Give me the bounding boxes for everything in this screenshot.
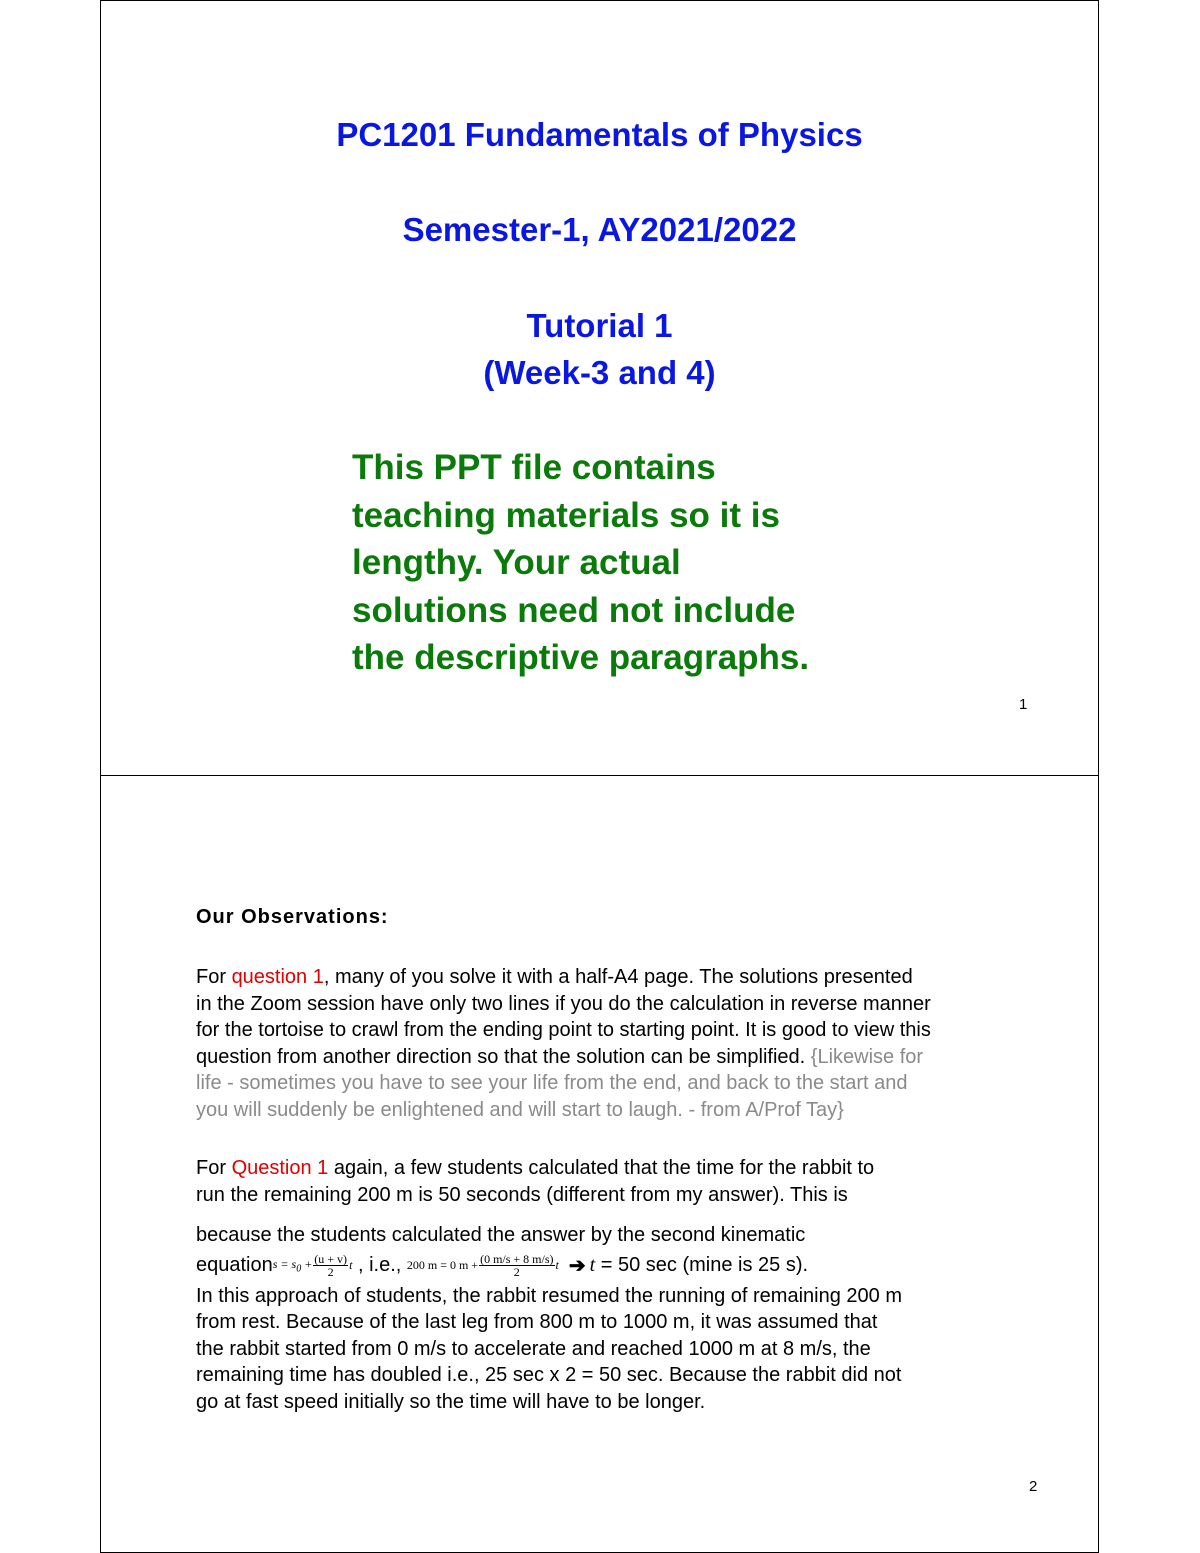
page-number: 2: [1029, 1478, 1038, 1495]
equation-line: [196, 1249, 1036, 1283]
text-line: the rabbit started from 0 m/s to accelerate and reached 1000 m at 8 m/s, the: [196, 1337, 871, 1360]
slide-2: [100, 775, 1099, 1553]
question-ref: question 1: [231, 966, 324, 988]
text-line: from rest. Because of the last leg from 800 m to 1000 m, it was assumed that: [196, 1311, 878, 1333]
fraction-numerator: (u + v): [314, 1252, 348, 1266]
text-line: [196, 1155, 1036, 1182]
fraction: [313, 1253, 348, 1278]
text-run: = 50 sec (mine is 25 s).: [595, 1254, 809, 1276]
slide-1: [100, 0, 1099, 776]
note-line: solutions need not include: [352, 590, 796, 630]
note-block: [352, 444, 972, 682]
text-run: For: [196, 966, 232, 988]
observations-heading: Our Observations:: [196, 906, 389, 928]
eq-term: t: [589, 1254, 596, 1276]
text-line: run the remaining 200 m is 50 seconds (different from my answer). This is: [196, 1183, 848, 1206]
fraction-numerator: (0 m/s + 8 m/s): [480, 1252, 554, 1266]
page-number: 1: [1019, 696, 1028, 713]
aside-line: you will suddenly be enlightened and will start to laugh. - from A/Prof Tay}: [196, 1098, 844, 1121]
text-line: because the students calculated the answer by the second kinematic: [196, 1224, 806, 1246]
text-run: , i.e.,: [352, 1254, 407, 1276]
note-line: lengthy. Your actual: [352, 543, 681, 582]
text-line: [196, 964, 1036, 991]
equation-1: [273, 1257, 313, 1274]
right-arrow-icon: ➔: [568, 1255, 586, 1277]
text-line: remaining time has doubled i.e., 25 sec x 2 = 50 sec. Because the rabbit did not: [196, 1364, 902, 1386]
fraction: [479, 1253, 554, 1278]
question-ref: Question 1: [231, 1157, 329, 1179]
equation-2: 200 m = 0 m +: [406, 1258, 479, 1272]
text-run: For: [196, 1157, 232, 1179]
eq-term: +: [301, 1256, 313, 1271]
text-line: go at fast speed initially so the time will have to be longer.: [196, 1390, 706, 1413]
text-line: [196, 1044, 1036, 1071]
text-run: , many of you solve it with a half-A4 page. The solutions presented: [323, 966, 913, 988]
aside-text: {Likewise for: [810, 1045, 924, 1068]
text-run: question from another direction so that the solution can be simplified.: [196, 1045, 811, 1068]
text-run: again, a few students calculated that the time for the rabbit to: [328, 1157, 875, 1179]
eq-term: s = s: [272, 1256, 297, 1271]
text-line: In this approach of students, the rabbit resumed the running of remaining 200 m: [196, 1284, 902, 1307]
tutorial-label: Tutorial 1: [526, 307, 673, 344]
eq-term: t: [555, 1258, 559, 1272]
weeks-label: (Week-3 and 4): [483, 354, 716, 391]
fraction-denominator: 2: [513, 1265, 520, 1279]
note-line: This PPT file contains: [352, 448, 716, 487]
eq-term: t: [349, 1258, 353, 1272]
text-line: for the tortoise to crawl from the ending point to starting point. It is good to view this: [196, 1019, 931, 1041]
aside-line: life - sometimes you have to see your life from the end, and back to the start and: [196, 1072, 908, 1094]
text-line: in the Zoom session have only two lines if you do the calculation in reverse manner: [196, 992, 931, 1015]
course-title: PC1201 Fundamentals of Physics: [336, 116, 863, 153]
paragraph-1: [196, 964, 1036, 1123]
text-run: equation: [196, 1254, 273, 1276]
semester-label: Semester-1, AY2021/2022: [402, 211, 797, 248]
eq-subscript: 0: [296, 1263, 302, 1275]
note-line: the descriptive paragraphs.: [352, 638, 810, 677]
paragraph-2: [196, 1155, 1036, 1415]
note-line: teaching materials so it is: [352, 495, 780, 535]
fraction-denominator: 2: [327, 1265, 334, 1279]
